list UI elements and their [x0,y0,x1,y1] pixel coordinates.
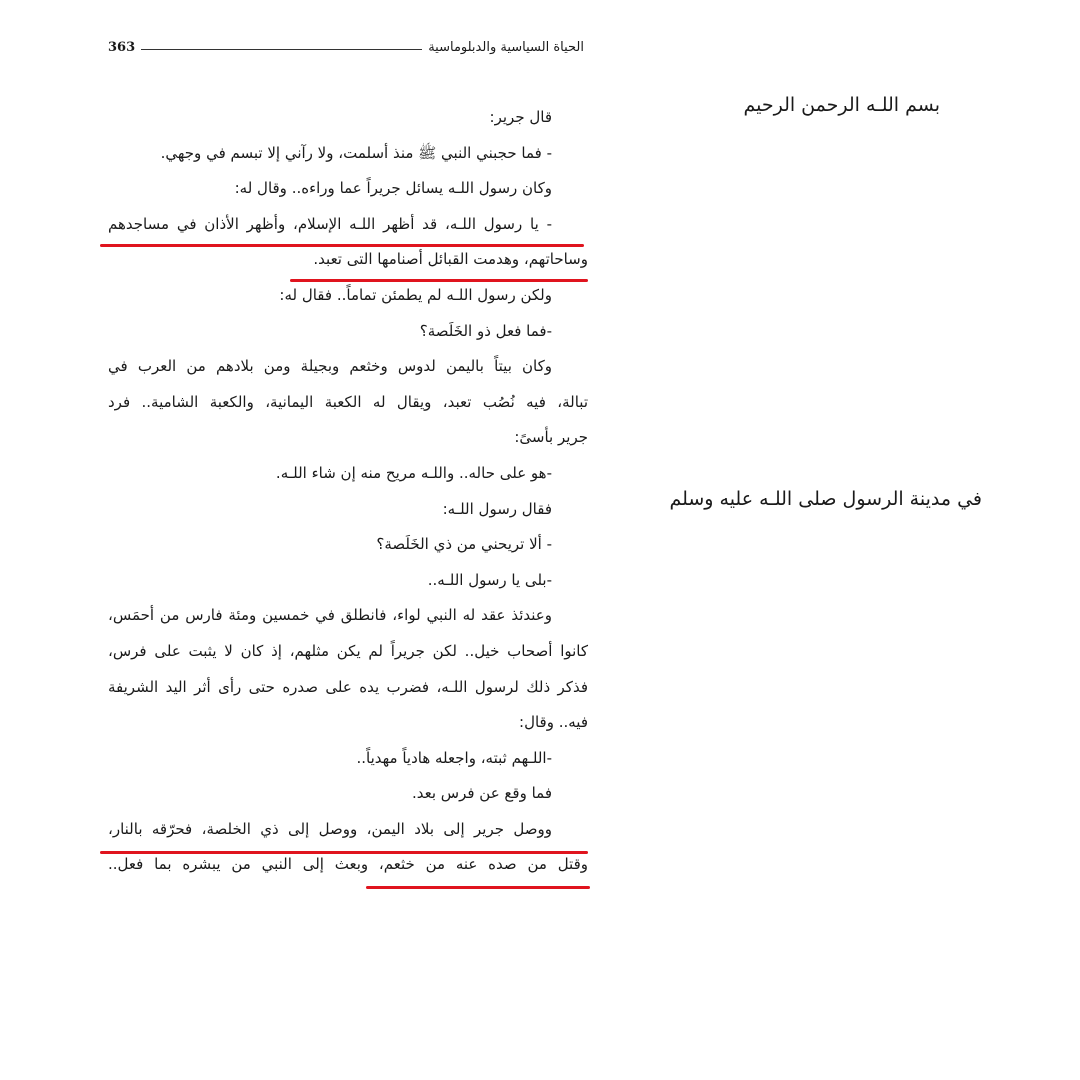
text-line: - فما حجبني النبي ﷺ منذ أسلمت، ولا رآني إلا تبسم في وجهي. [160,143,552,162]
text-line: -اللـهم ثبته، واجعله هادياً مهدياً.. [356,748,552,767]
text-line: تبالة، فيه نُصُب تعبد، ويقال له الكعبة اليمانية، والكعبة الشامية.. فرد [108,392,588,411]
text-line: قال جرير: [489,108,552,126]
text-line: فقال رسول اللـه: [442,499,552,518]
highlight-underline [366,886,590,889]
highlight-underline [100,851,588,854]
text-line: وكان رسول اللـه يسائل جريراً عما وراءه.. وقال له: [234,179,552,198]
side-note-basmala: بسم اللـه الرحمن الرحيم [743,94,940,116]
text-line: -فما فعل ذو الخَلَصة؟ [419,321,552,340]
text-line: جرير بأسىً: [514,428,588,447]
text-line: كانوا أصحاب خيل.. لكن جريراً لم يكن مثلهم، إذ كان لا يثبت على فرس، [108,641,588,660]
text-line: وعندئذ عقد له النبي لواء، فانطلق في خمسين ومئة فارس من أحمَس، [108,606,552,625]
side-note-medina: في مدينة الرسول صلى اللـه عليه وسلم [669,488,982,510]
text-line: ووصل جرير إلى بلاد اليمن، ووصل إلى ذي الخلصة، فحرّقه بالنار، [108,819,552,838]
header-title: الحياة السياسية والدبلوماسية [428,39,584,55]
text-line: وقتل من صده عنه من خثعم، وبعث إلى النبي من يبشره بما فعل.. [108,855,588,874]
text-line: - يا رسول اللـه، قد أظهر اللـه الإسلام، وأظهر الأذان في مساجدهم [108,214,552,233]
text-line: - ألا تريحني من ذي الخَلَصة؟ [376,535,552,554]
body-text [108,100,588,883]
highlight-underline [100,244,584,247]
text-line: -بلى يا رسول اللـه.. [427,570,552,589]
highlight-underline [290,279,588,282]
page-number: 363 [108,39,136,55]
header-rule [141,49,422,50]
text-line: -هو على حاله.. واللـه مريح منه إن شاء اللـه. [275,463,552,482]
text-line: فذكر ذلك لرسول اللـه، فضرب يده على صدره حتى رأى أثر اليد الشريفة [108,677,588,696]
text-line: فيه.. وقال: [519,713,588,732]
text-line: فما وقع عن فرس بعد. [411,784,552,803]
running-header [108,34,584,60]
text-line: وساحاتهم، وهدمت القبائل أصنامها التى تعبد. [313,250,588,269]
text-line: ولكن رسول اللـه لم يطمئن تماماً.. فقال له: [279,285,552,304]
text-line: وكان بيتاً باليمن لدوس وخثعم وبجيلة ومن بلادهم من العرب في [108,357,552,376]
